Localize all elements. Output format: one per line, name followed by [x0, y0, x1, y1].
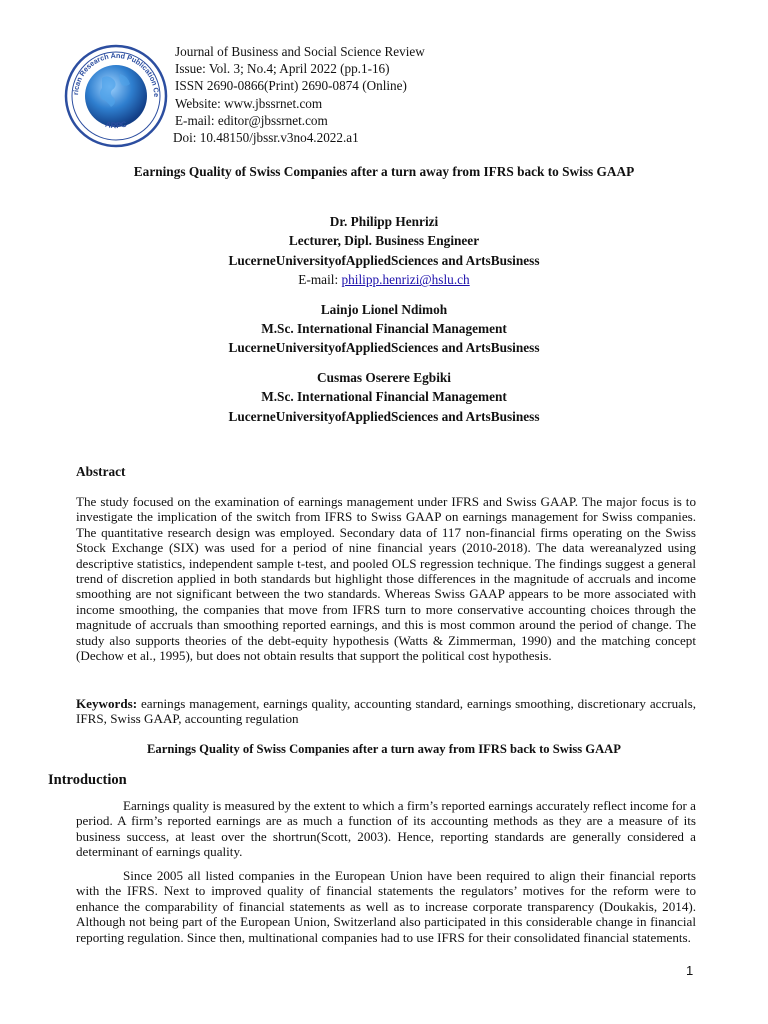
author-role: M.Sc. International Financial Management [261, 321, 507, 337]
introduction-heading: Introduction [48, 772, 127, 788]
svg-text:ARPC: ARPC [104, 119, 128, 131]
publisher-logo [64, 44, 168, 148]
svg-text:American Research And Publicat: rican Research And Publication Ce [70, 50, 162, 98]
author-email-line [0, 270, 768, 289]
author-role: M.Sc. International Financial Management [261, 389, 507, 405]
author-name: Lainjo Lionel Ndimoh [320, 301, 448, 317]
arpc-seal-icon [64, 44, 168, 148]
journal-issue: Issue: Vol. 3; No.4; April 2022 (pp.1-16) [175, 61, 390, 77]
intro-paragraph-2: Since 2005 all listed companies in the European Union have been required to align their financial reports with the IFRS. Next to improved quality of financial statements the regulators’ motives for the reform were to enhance the comparability of financial statements as well as to increase corporate transparency (Doukakis, 2014). Although not being part of the European Union, Switzerland also participated in this considerable change in financial reporting regulation. Since then, multinational companies had to use IFRS for their consolidated financial statements. [76, 868, 696, 945]
journal-website: Website: www.jbssrnet.com [175, 95, 323, 111]
author-name: Cusmas Oserere Egbiki [317, 369, 451, 385]
journal-name: Journal of Business and Social Science Review [175, 44, 425, 59]
author-affiliation: LucerneUniversityofAppliedSciences and ArtsBusiness [228, 252, 540, 268]
author-affiliation: LucerneUniversityofAppliedSciences and ArtsBusiness [228, 408, 540, 424]
keywords-label: Keywords: [76, 696, 138, 711]
author-affiliation: LucerneUniversityofAppliedSciences and ArtsBusiness [228, 340, 540, 356]
journal-info [175, 43, 425, 146]
page-number: 1 [686, 963, 694, 978]
authors-block [0, 212, 768, 436]
abstract-heading: Abstract [76, 464, 126, 479]
author-email-link[interactable]: philipp.henrizi@hslu.ch [341, 272, 470, 288]
author-1 [0, 212, 768, 290]
author-name: Dr. Philipp Henrizi [329, 214, 439, 229]
intro-paragraph-1: Earnings quality is measured by the extent to which a firm’s reported earnings accurately reflect income for a period. A firm’s reported earnings are as much a function of its accounting methods as they are a measure of its business success, at least over the shortrun(Scott, 2003). Hence, reporting standards are generally considered a determinant of earnings quality. [76, 798, 696, 860]
journal-doi: Doi: 10.48150/jbssr.v3no4.2022.a1 [173, 130, 359, 146]
journal-email: E-mail: editor@jbssrnet.com [175, 112, 328, 128]
author-role: Lecturer, Dipl. Business Engineer [288, 233, 480, 249]
paper-subtitle: Earnings Quality of Swiss Companies after a turn away from IFRS back to Swiss GAAP [147, 742, 621, 756]
paper-title: Earnings Quality of Swiss Companies after a turn away from IFRS back to Swiss GAAP [133, 164, 635, 179]
keywords [76, 696, 696, 727]
abstract-text: The study focused on the examination of earnings management under IFRS and Swiss GAAP. The major focus is to investigate the implication of the switch from IFRS to Swiss GAAP on earnings management for Swiss companies. The quantitative research design was employed. Secondary data of 117 non-financial firms operating on the Swiss Stock Exchange (SIX) was used for a period of nine financial years (2010-2018). The data wereanalyzed using descriptive statistics, independent sample t-test, and pooled OLS regression technique. The findings suggest a general trend of discretion applied in both standards but highlight those differences in the magnitude of accruals and income smoothing are not significant between the two standards. Whereas Swiss GAAP appears to be more associated with income smoothing, the companies that move from IFRS turn to more conservative accounting choices through the magnitude of accruals than smoothing reported earnings, and this is most common around the period of change. The study also supports theories of the debt-equity hypothesis (Watts & Zimmerman, 1990) and the matching concept (Dechow et al., 1995), but does not obtain results that support the political cost hypothesis. [76, 494, 696, 664]
author-email-label: E-mail: [298, 272, 342, 288]
author-2 [0, 300, 768, 358]
journal-issn: ISSN 2690-0866(Print) 2690-0874 (Online) [175, 78, 407, 94]
author-3 [0, 368, 768, 426]
keywords-text: earnings management, earnings quality, accounting standard, earnings smoothing, discretionary accruals, IFRS, Swiss GAAP, accounting regulation [76, 696, 696, 727]
